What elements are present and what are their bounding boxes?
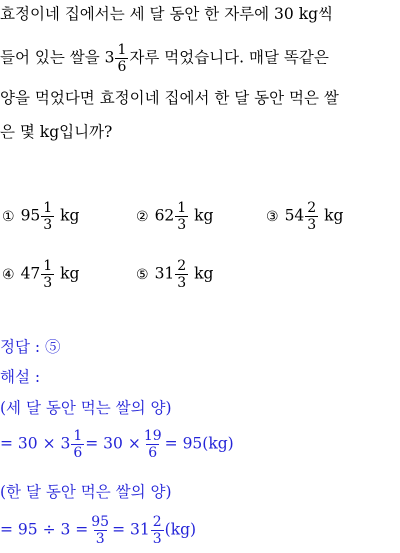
choice-3-whole: 54 (284, 206, 305, 225)
step-2-fraction-1 (89, 514, 111, 547)
choice-5-whole: 31 (154, 264, 175, 283)
choice-1-num: 1 (43, 200, 53, 216)
step-2-fraction-2-den: 3 (152, 531, 162, 547)
choice-3-fraction (305, 200, 318, 233)
step-1-fraction-1-den: 6 (73, 445, 83, 461)
choice-1-unit: kg (60, 206, 80, 225)
problem-line-3: 양을 먹었다면 효정이네 집에서 한 달 동안 먹은 쌀 (0, 89, 339, 107)
step-1-fraction-2-num: 19 (143, 428, 162, 444)
problem-fraction (115, 42, 128, 75)
step-1-fraction-2 (142, 428, 164, 461)
choice-4-unit: kg (60, 264, 80, 283)
problem-line-1: 효정이네 집에서는 세 달 동안 한 자루에 30 kg씩 (0, 5, 333, 23)
step-1-fraction-2-den: 6 (148, 445, 158, 461)
step-2-part-a: = 95 ÷ 3 = (0, 520, 89, 539)
choice-1-mark: ① (2, 208, 15, 225)
choice-3[interactable] (266, 200, 343, 233)
step-2-part-c: (kg) (164, 520, 197, 539)
problem-fraction-den: 6 (117, 59, 127, 75)
choice-2[interactable] (136, 200, 213, 233)
choice-2-den: 3 (177, 217, 187, 233)
step-1-part-b: = 30 × (85, 434, 141, 453)
choice-5-mark: ⑤ (136, 266, 149, 283)
step-1-part-c: = 95(kg) (164, 434, 234, 453)
problem-fraction-num: 1 (117, 42, 127, 58)
choice-2-num: 1 (177, 200, 187, 216)
choice-3-unit: kg (324, 206, 344, 225)
choice-5-fraction (175, 258, 188, 291)
choice-1-whole: 95 (20, 206, 41, 225)
explanation-label: 해설 : (0, 368, 41, 386)
choice-4-whole: 47 (20, 264, 41, 283)
step-2-fraction-2 (151, 514, 164, 547)
problem-line-4: 은 몇 kg입니까? (0, 123, 113, 141)
step-1-fraction-1-num: 1 (73, 428, 83, 444)
choice-2-fraction (175, 200, 188, 233)
choice-2-whole: 62 (154, 206, 175, 225)
choice-3-num: 2 (307, 200, 317, 216)
step-2-fraction-2-num: 2 (152, 514, 162, 530)
choice-4-num: 1 (43, 258, 53, 274)
choice-4[interactable] (2, 258, 79, 291)
choice-1-den: 3 (43, 217, 53, 233)
choice-2-unit: kg (194, 206, 214, 225)
choice-5-unit: kg (194, 264, 214, 283)
choice-3-den: 3 (307, 217, 317, 233)
choice-5-num: 2 (177, 258, 187, 274)
problem-line-2-end: 자루 먹었습니다. 매달 똑같은 (129, 48, 329, 67)
choice-5-den: 3 (177, 275, 187, 291)
step-2-fraction-1-num: 95 (91, 514, 110, 530)
choice-5[interactable] (136, 258, 213, 291)
choice-4-mark: ④ (2, 266, 15, 283)
step-2-formula (0, 514, 196, 547)
answer-label: 정답 : ⑤ (0, 338, 61, 356)
step-2-part-b: = 31 (112, 520, 150, 539)
choice-4-fraction (41, 258, 54, 291)
choice-3-mark: ③ (266, 208, 279, 225)
step-1-title: (세 달 동안 먹는 쌀의 양) (0, 399, 172, 417)
choice-2-mark: ② (136, 208, 149, 225)
step-1-fraction-1 (71, 428, 84, 461)
problem-line-2 (0, 42, 329, 75)
step-2-title: (한 달 동안 먹은 쌀의 양) (0, 483, 172, 501)
choice-4-den: 3 (43, 275, 53, 291)
problem-line-2-start: 들어 있는 쌀을 3 (0, 48, 115, 67)
step-1-part-a: = 30 × 3 (0, 434, 71, 453)
choice-1-fraction (41, 200, 54, 233)
choice-1[interactable] (2, 200, 79, 233)
step-1-formula (0, 428, 234, 461)
step-2-fraction-1-den: 3 (95, 531, 105, 547)
